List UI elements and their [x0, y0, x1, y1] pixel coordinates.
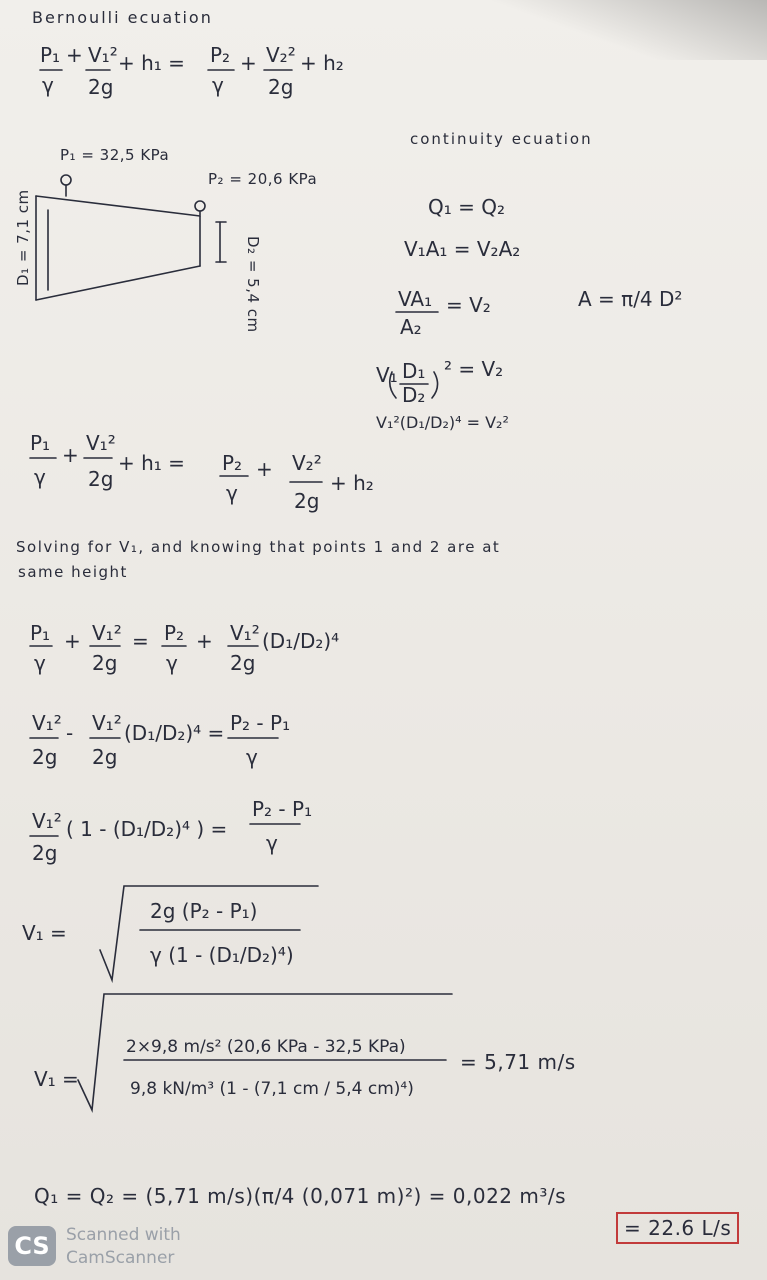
svg-text:2g (P₂ - P₁): 2g (P₂ - P₁) — [150, 899, 258, 923]
d1-label: D₁ = 7,1 cm — [14, 189, 32, 286]
svg-text:D₁: D₁ — [402, 359, 426, 383]
camscanner-logo-icon: CS — [8, 1226, 56, 1266]
svg-text:V₂²: V₂² — [292, 451, 322, 475]
svg-text:2g: 2g — [32, 841, 58, 865]
svg-text:(D₁/D₂)⁴ =: (D₁/D₂)⁴ = — [124, 721, 225, 745]
svg-text:V₁²: V₁² — [92, 621, 122, 645]
svg-text:P₂: P₂ — [210, 43, 231, 67]
svg-text:(D₁/D₂)⁴: (D₁/D₂)⁴ — [262, 629, 340, 653]
svg-text:+: + — [64, 629, 81, 653]
svg-text:2g: 2g — [88, 467, 114, 491]
watermark-line-1: Scanned with — [66, 1225, 181, 1245]
svg-text:V₁: V₁ — [376, 363, 398, 387]
svg-text:γ (1 - (D₁/D₂)⁴): γ (1 - (D₁/D₂)⁴) — [150, 943, 294, 967]
svg-text:=: = — [132, 629, 149, 653]
svg-text:V₁ =: V₁ = — [22, 921, 67, 945]
svg-text:+ h₁ =: + h₁ = — [118, 51, 185, 75]
svg-text:-: - — [66, 721, 74, 745]
svg-text:P₂ - P₁: P₂ - P₁ — [230, 711, 291, 735]
continuity-title: continuity ecuation — [410, 130, 593, 148]
solving-line-1: Solving for V₁, and knowing that points 1 and 2 are at — [16, 538, 501, 556]
svg-text:γ: γ — [42, 73, 54, 97]
svg-text:V₁A₁ = V₂A₂: V₁A₁ = V₂A₂ — [404, 237, 521, 261]
svg-text:γ: γ — [166, 651, 178, 675]
svg-text:V₁ =: V₁ = — [34, 1067, 79, 1091]
svg-text:V₁²: V₁² — [86, 431, 116, 455]
svg-text:V₁²: V₁² — [32, 711, 62, 735]
svg-text:9,8 kN/m³ (1 - (7,1 cm / 5,4 c: 9,8 kN/m³ (1 - (7,1 cm / 5,4 cm)⁴) — [130, 1079, 414, 1099]
svg-text:P₁: P₁ — [30, 621, 51, 645]
svg-text:γ: γ — [226, 481, 238, 505]
svg-text:P₁: P₁ — [40, 43, 61, 67]
watermark-line-2: CamScanner — [66, 1248, 175, 1268]
svg-text:P₂: P₂ — [164, 621, 185, 645]
svg-text:2g: 2g — [32, 745, 58, 769]
svg-text:V₁²: V₁² — [230, 621, 260, 645]
svg-text:2×9,8 m/s² (20,6 KPa - 32,5 KP: 2×9,8 m/s² (20,6 KPa - 32,5 KPa) — [126, 1037, 406, 1057]
svg-text:VA₁: VA₁ — [398, 287, 433, 311]
svg-text:D₂: D₂ — [402, 383, 426, 407]
svg-text:V₁²: V₁² — [92, 711, 122, 735]
svg-text:2g: 2g — [92, 651, 118, 675]
svg-text:P₂: P₂ — [222, 451, 243, 475]
svg-text:γ: γ — [212, 73, 224, 97]
svg-text:γ: γ — [34, 465, 46, 489]
svg-text:( 1 - (D₁/D₂)⁴ ) =: ( 1 - (D₁/D₂)⁴ ) = — [66, 817, 228, 841]
svg-text:V₁²: V₁² — [88, 43, 118, 67]
solving-line-2: same height — [18, 563, 128, 581]
svg-text:+ h₁ =: + h₁ = — [118, 451, 185, 475]
svg-text:V₁²: V₁² — [32, 809, 62, 833]
svg-text:2g: 2g — [88, 75, 114, 99]
svg-text:P₁: P₁ — [30, 431, 51, 455]
svg-text:A₂: A₂ — [400, 315, 422, 339]
svg-text:+: + — [196, 629, 213, 653]
svg-text:A = π/4 D²: A = π/4 D² — [578, 287, 683, 311]
boxed-answer: = 22.6 L/s — [616, 1212, 739, 1244]
svg-text:+ h₂: + h₂ — [300, 51, 344, 75]
svg-text:V₂²: V₂² — [266, 43, 296, 67]
camscanner-watermark — [8, 1222, 208, 1272]
svg-text:γ: γ — [266, 831, 278, 855]
page-title: Bernoulli ecuation — [32, 8, 213, 27]
svg-text:+: + — [256, 457, 273, 481]
flow-rate-line: Q₁ = Q₂ = (5,71 m/s)(π/4 (0,071 m)²) = 0,022 m³/s — [34, 1184, 567, 1208]
svg-text:+: + — [66, 43, 83, 67]
svg-text:² = V₂: ² = V₂ — [444, 357, 504, 381]
svg-text:γ: γ — [34, 651, 46, 675]
v1-result: = 5,71 m/s — [460, 1050, 576, 1074]
svg-text:2g: 2g — [92, 745, 118, 769]
svg-text:+: + — [62, 443, 79, 467]
svg-text:2g: 2g — [230, 651, 256, 675]
svg-text:2g: 2g — [268, 75, 294, 99]
svg-text:P₂ - P₁: P₂ - P₁ — [252, 797, 313, 821]
svg-text:γ: γ — [246, 745, 258, 769]
d2-label: D₂ = 5,4 cm — [244, 236, 262, 333]
p1-label: P₁ = 32,5 KPa — [60, 146, 170, 164]
svg-text:+ h₂: + h₂ — [330, 471, 374, 495]
svg-text:Q₁ = Q₂: Q₁ = Q₂ — [428, 195, 505, 219]
svg-text:2g: 2g — [294, 489, 320, 513]
svg-text:= V₂: = V₂ — [446, 293, 491, 317]
svg-text:+: + — [240, 51, 257, 75]
svg-text:V₁²(D₁/D₂)⁴ = V₂²: V₁²(D₁/D₂)⁴ = V₂² — [376, 413, 509, 432]
p2-label: P₂ = 20,6 KPa — [208, 170, 318, 188]
